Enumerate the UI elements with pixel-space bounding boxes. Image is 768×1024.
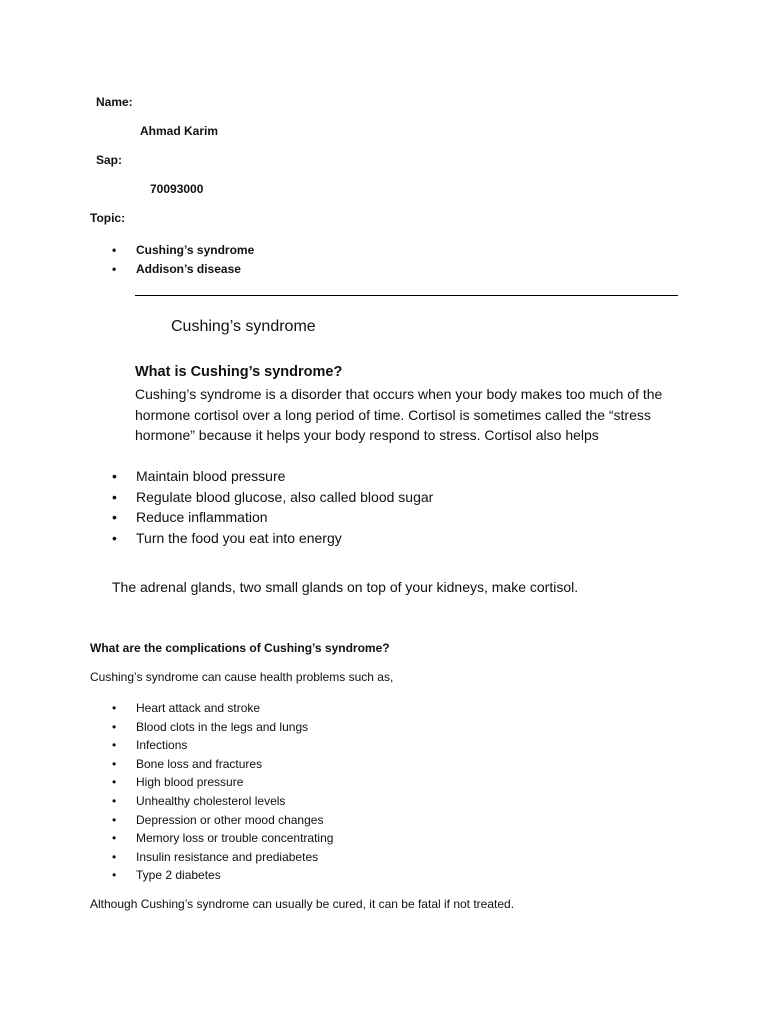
list-item-text: Unhealthy cholesterol levels [136, 793, 286, 808]
list-item [112, 792, 333, 811]
bullet-icon: • [112, 262, 117, 276]
list-item-text: Bone loss and fractures [136, 756, 263, 771]
bullet-icon: • [112, 756, 117, 771]
list-item [112, 699, 333, 718]
bullet-icon: • [112, 468, 117, 484]
list-item-text: Blood clots in the legs and lungs [136, 719, 309, 734]
list-item [112, 260, 254, 279]
list-item [112, 773, 333, 792]
list-item-text: Heart attack and stroke [136, 701, 261, 715]
what-heading: What is Cushing’s syndrome? [135, 364, 343, 380]
list-item-text: Insulin resistance and prediabetes [136, 849, 319, 864]
list-item-text: Type 2 diabetes [136, 868, 221, 883]
adrenal-text: The adrenal glands, two small glands on top of your kidneys, make cortisol. [112, 579, 579, 595]
bullet-icon: • [112, 793, 117, 808]
list-item-text: Depression or other mood changes [136, 812, 324, 827]
list-item-text: Memory loss or trouble concentrating [136, 831, 334, 846]
bullet-icon: • [112, 849, 117, 864]
name-label: Name: [96, 95, 133, 109]
list-item [112, 848, 333, 867]
bullet-icon: • [112, 509, 117, 526]
topic-list [112, 241, 254, 279]
bullet-icon: • [112, 530, 117, 547]
list-item [112, 755, 333, 774]
horizontal-divider [135, 295, 678, 296]
bullet-icon: • [112, 243, 117, 257]
list-item-text: Turn the food you eat into energy [136, 530, 342, 547]
bullet-icon: • [112, 831, 117, 846]
list-item [112, 507, 433, 528]
topic-item: Cushing’s syndrome [136, 243, 255, 257]
list-item [112, 811, 333, 830]
list-item-text: Regulate blood glucose, also called blood sugar [136, 488, 434, 505]
bullet-icon: • [112, 488, 117, 505]
list-item-text: Maintain blood pressure [136, 468, 286, 484]
list-item [112, 487, 433, 508]
sap-value: 70093000 [150, 182, 204, 196]
bullet-icon: • [112, 701, 117, 715]
topic-label: Topic: [90, 211, 126, 225]
complications-intro: Cushing’s syndrome can cause health problems such as, [90, 670, 394, 684]
sap-label: Sap: [96, 153, 123, 167]
closing-text: Although Cushing’s syndrome can usually be cured, it can be fatal if not treated. [90, 897, 515, 911]
complications-heading: What are the complications of Cushing’s syndrome? [90, 641, 390, 655]
list-item [112, 241, 254, 260]
list-item [112, 829, 333, 848]
topic-item: Addison’s disease [136, 262, 241, 276]
section-title: Cushing’s syndrome [171, 318, 316, 335]
name-value: Ahmad Karim [140, 124, 219, 138]
helps-list [112, 466, 433, 549]
what-paragraph: Cushing’s syndrome is a disorder that occurs when your body makes too much of the hormone cortisol over a long period of time. Cortisol is sometimes called the “stress hormone” because it helps your body respond to stress. Cortisol also helps [135, 386, 663, 443]
list-item-text: Infections [136, 738, 188, 753]
list-item [112, 466, 433, 487]
bullet-icon: • [112, 738, 117, 753]
bullet-icon: • [112, 719, 117, 734]
list-item [112, 718, 333, 737]
bullet-icon: • [112, 868, 117, 883]
list-item-text: High blood pressure [136, 775, 244, 790]
list-item [112, 528, 433, 549]
bullet-icon: • [112, 812, 117, 827]
complications-list [112, 699, 333, 885]
list-item [112, 866, 333, 885]
bullet-icon: • [112, 775, 117, 790]
list-item-text: Reduce inflammation [136, 509, 268, 526]
list-item [112, 736, 333, 755]
